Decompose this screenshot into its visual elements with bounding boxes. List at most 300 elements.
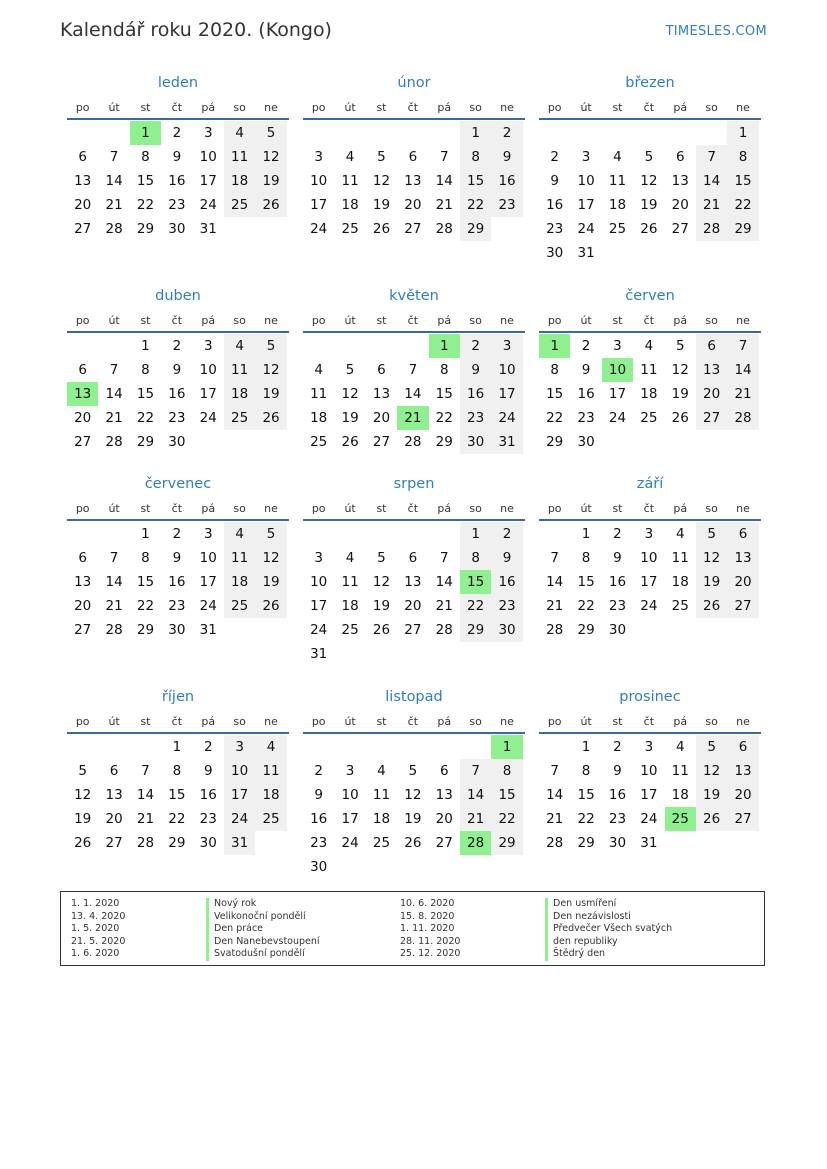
day-cell: 2	[172, 338, 182, 354]
day-cell: 10	[640, 763, 658, 779]
empty-cell	[98, 735, 129, 759]
legend-holiday-name: Svatodušní pondělí	[206, 948, 320, 961]
day-cell: 15	[577, 574, 595, 590]
day-cell: 1	[581, 739, 591, 755]
day-cell: 24	[640, 811, 658, 827]
day-cell: 25	[671, 598, 689, 614]
day-cell: 8	[141, 362, 150, 378]
day-cell: 3	[314, 550, 323, 566]
day-cell: 14	[435, 173, 453, 189]
day-cell: 17	[640, 787, 658, 803]
day-cell: 20	[404, 598, 422, 614]
day-cell: 5	[255, 522, 286, 546]
day-cell: 20	[671, 197, 689, 213]
day-cell: 7	[439, 149, 449, 165]
month-name: leden	[157, 75, 199, 91]
weekday-label: po	[75, 314, 90, 327]
day-cell: 18	[671, 574, 689, 590]
empty-cell	[366, 735, 397, 759]
month-4	[67, 285, 289, 454]
day-cell: 29	[577, 622, 595, 638]
weekday-label: so	[469, 715, 482, 728]
day-cell: 12	[404, 787, 422, 803]
day-cell: 24	[491, 406, 522, 430]
day-cell: 20	[74, 598, 92, 614]
header-rule	[303, 331, 525, 333]
weekday-label: st	[376, 314, 387, 327]
day-cell: 12	[255, 546, 286, 570]
day-cell: 7	[141, 763, 150, 779]
day-cell: 25	[310, 434, 328, 450]
day-cell: 25	[224, 193, 255, 217]
day-cell: 8	[141, 550, 150, 566]
weekday-label: so	[469, 314, 482, 327]
weekday-label: ne	[736, 314, 750, 327]
day-cell: 10	[341, 787, 359, 803]
day-cell: 19	[696, 783, 727, 807]
day-cell: 2	[314, 763, 323, 779]
month-name: prosinec	[619, 689, 681, 705]
header-rule	[539, 732, 761, 734]
day-cell: 10	[640, 550, 658, 566]
day-cell: 28	[404, 434, 422, 450]
day-cell: 11	[372, 787, 391, 803]
weekday-label: út	[108, 715, 120, 728]
day-grid	[539, 121, 761, 265]
month-12	[539, 686, 761, 855]
day-cell: 20	[727, 570, 758, 594]
day-cell: 5	[255, 334, 286, 358]
weekday-label: so	[233, 314, 246, 327]
day-cell: 9	[172, 362, 182, 378]
day-cell: 23	[168, 598, 186, 614]
day-cell: 28	[435, 622, 453, 638]
day-cell: 8	[581, 550, 591, 566]
empty-cell	[334, 121, 365, 145]
day-cell: 26	[696, 807, 727, 831]
day-cell: 11	[671, 550, 689, 566]
day-cell: 5	[377, 149, 386, 165]
day-cell: 14	[546, 787, 564, 803]
day-cell: 21	[546, 811, 564, 827]
weekday-label: st	[612, 314, 623, 327]
empty-cell	[570, 121, 601, 145]
day-cell: 2	[613, 526, 622, 542]
day-cell: 6	[727, 522, 758, 546]
day-cell: 27	[105, 835, 123, 851]
header-rule	[539, 331, 761, 333]
empty-cell	[539, 121, 570, 145]
day-cell: 2	[550, 149, 559, 165]
day-cell: 11	[341, 574, 359, 590]
day-cell: 1	[581, 526, 591, 542]
header-rule	[303, 732, 525, 734]
weekday-label: st	[612, 101, 623, 114]
holiday-day-cell: 13	[67, 382, 98, 406]
empty-cell	[665, 121, 696, 145]
day-cell: 5	[345, 362, 355, 378]
day-cell: 3	[491, 334, 522, 358]
day-cell: 23	[608, 598, 627, 614]
day-cell: 14	[727, 358, 758, 382]
brand-link[interactable]: TIMESLES.COM	[665, 24, 767, 39]
weekday-label: po	[75, 502, 90, 515]
day-cell: 22	[491, 807, 522, 831]
day-cell: 3	[644, 526, 654, 542]
day-cell: 5	[377, 550, 386, 566]
day-cell: 14	[105, 574, 123, 590]
day-cell: 17	[199, 173, 217, 189]
day-cell: 28	[105, 434, 123, 450]
day-cell: 25	[341, 622, 359, 638]
holiday-day-cell: 1	[429, 334, 460, 358]
day-grid	[539, 334, 761, 454]
day-cell: 25	[372, 835, 391, 851]
day-cell: 4	[675, 526, 685, 542]
day-cell: 26	[372, 221, 391, 237]
day-cell: 23	[168, 197, 186, 213]
weekday-label: pá	[673, 101, 688, 114]
weekday-label: út	[344, 314, 356, 327]
month-8	[303, 473, 525, 666]
legend-holiday-name: den republiky	[545, 936, 672, 949]
day-cell: 30	[460, 430, 491, 454]
month-name: srpen	[393, 476, 435, 492]
day-grid	[67, 735, 289, 855]
day-grid	[539, 522, 761, 642]
weekday-label: čt	[407, 715, 419, 728]
day-cell: 24	[310, 221, 328, 237]
day-cell: 26	[255, 594, 286, 618]
day-cell: 17	[608, 386, 627, 402]
day-cell: 20	[372, 410, 391, 426]
day-cell: 5	[408, 763, 418, 779]
day-cell: 4	[255, 735, 286, 759]
legend-date: 21. 5. 2020	[71, 935, 126, 947]
day-cell: 7	[696, 145, 727, 169]
empty-cell	[67, 522, 98, 546]
weekday-label: so	[233, 101, 246, 114]
legend-date: 1. 1. 2020	[71, 898, 120, 909]
day-cell: 17	[310, 598, 328, 614]
day-cell: 15	[577, 787, 595, 803]
header-rule	[67, 732, 289, 734]
weekday-header	[539, 712, 761, 732]
month-2	[303, 72, 525, 241]
day-cell: 15	[491, 783, 522, 807]
day-cell: 16	[168, 173, 186, 189]
day-cell: 16	[310, 811, 328, 827]
day-cell: 9	[613, 763, 622, 779]
empty-cell	[429, 735, 460, 759]
day-cell: 18	[224, 169, 255, 193]
day-cell: 30	[199, 835, 217, 851]
day-cell: 13	[105, 787, 123, 803]
day-cell: 28	[105, 221, 123, 237]
empty-cell	[429, 522, 460, 546]
day-cell: 26	[696, 594, 727, 618]
day-cell: 22	[460, 594, 491, 618]
day-cell: 24	[199, 410, 217, 426]
day-grid	[67, 334, 289, 454]
day-cell: 7	[550, 550, 559, 566]
weekday-label: po	[311, 314, 326, 327]
day-cell: 4	[345, 149, 355, 165]
day-cell: 11	[608, 173, 627, 189]
day-cell: 7	[408, 362, 418, 378]
weekday-label: pá	[201, 101, 216, 114]
day-cell: 8	[460, 145, 491, 169]
weekday-label: so	[705, 715, 718, 728]
empty-cell	[130, 735, 161, 759]
month-11	[303, 686, 525, 879]
day-cell: 4	[224, 334, 255, 358]
weekday-label: so	[705, 314, 718, 327]
day-cell: 30	[608, 622, 627, 638]
day-cell: 3	[613, 338, 622, 354]
day-cell: 5	[78, 763, 87, 779]
day-cell: 9	[203, 763, 213, 779]
weekday-label: po	[547, 101, 562, 114]
weekday-label: út	[344, 502, 356, 515]
day-cell: 16	[199, 787, 217, 803]
weekday-header	[303, 98, 525, 118]
day-cell: 27	[74, 434, 92, 450]
day-cell: 23	[199, 811, 217, 827]
day-grid	[539, 735, 761, 855]
day-cell: 6	[727, 735, 758, 759]
weekday-label: ne	[736, 101, 750, 114]
day-cell: 13	[727, 546, 758, 570]
day-cell: 8	[550, 362, 559, 378]
weekday-label: pá	[437, 715, 452, 728]
weekday-label: ne	[264, 502, 278, 515]
header-rule	[67, 118, 289, 120]
legend-date: 13. 4. 2020	[71, 910, 126, 922]
day-cell: 6	[78, 550, 87, 566]
day-cell: 19	[671, 386, 689, 402]
day-cell: 26	[341, 434, 359, 450]
day-cell: 29	[491, 831, 522, 855]
day-cell: 9	[581, 362, 591, 378]
month-name: duben	[155, 288, 201, 304]
day-cell: 22	[136, 598, 155, 614]
day-cell: 28	[105, 622, 123, 638]
day-cell: 20	[74, 410, 92, 426]
empty-cell	[397, 522, 428, 546]
day-cell: 22	[460, 193, 491, 217]
day-cell: 22	[546, 410, 564, 426]
empty-cell	[334, 735, 365, 759]
weekday-label: pá	[437, 502, 452, 515]
day-cell: 9	[491, 145, 522, 169]
day-cell: 10	[491, 358, 522, 382]
weekday-label: ne	[500, 715, 514, 728]
day-cell: 16	[491, 169, 522, 193]
legend-date: 1. 11. 2020	[400, 923, 455, 934]
day-cell: 2	[460, 334, 491, 358]
weekday-label: so	[233, 502, 246, 515]
day-cell: 30	[168, 434, 186, 450]
legend-holiday-name: Velikonoční pondělí	[206, 911, 320, 924]
day-grid	[303, 522, 525, 666]
holiday-day-cell: 1	[539, 334, 570, 358]
day-cell: 31	[577, 245, 595, 261]
weekday-label: čt	[407, 101, 419, 114]
legend-date: 10. 6. 2020	[400, 898, 455, 909]
empty-cell	[366, 334, 397, 358]
month-1	[67, 72, 289, 241]
weekday-header	[539, 311, 761, 331]
day-cell: 8	[141, 149, 150, 165]
day-cell: 10	[224, 759, 255, 783]
month-name: květen	[389, 288, 439, 304]
day-cell: 24	[199, 598, 217, 614]
holiday-day-cell: 15	[460, 570, 491, 594]
legend-names-left	[206, 898, 320, 961]
day-cell: 27	[696, 406, 727, 430]
day-cell: 3	[581, 149, 591, 165]
day-cell: 3	[203, 526, 213, 542]
weekday-label: so	[469, 101, 482, 114]
day-cell: 25	[224, 406, 255, 430]
weekday-label: čt	[171, 502, 183, 515]
month-9	[539, 473, 761, 642]
day-cell: 18	[310, 410, 328, 426]
day-cell: 2	[172, 125, 182, 141]
day-cell: 13	[404, 574, 422, 590]
day-cell: 31	[224, 831, 255, 855]
day-cell: 2	[491, 522, 522, 546]
day-cell: 24	[199, 197, 217, 213]
day-cell: 8	[460, 546, 491, 570]
day-cell: 4	[224, 121, 255, 145]
day-cell: 12	[341, 386, 359, 402]
day-cell: 14	[696, 169, 727, 193]
day-cell: 5	[696, 735, 727, 759]
legend-date: 28. 11. 2020	[400, 935, 461, 947]
holiday-day-cell: 28	[460, 831, 491, 855]
legend-holiday-name: Den usmíření	[545, 898, 672, 911]
day-cell: 21	[435, 197, 453, 213]
day-cell: 6	[408, 550, 418, 566]
weekday-label: ne	[500, 502, 514, 515]
day-cell: 9	[550, 173, 559, 189]
day-cell: 29	[727, 217, 758, 241]
empty-cell	[696, 121, 727, 145]
day-cell: 23	[577, 410, 595, 426]
day-cell: 4	[224, 522, 255, 546]
day-cell: 31	[310, 646, 328, 662]
day-cell: 6	[408, 149, 418, 165]
day-cell: 20	[435, 811, 453, 827]
day-cell: 15	[460, 169, 491, 193]
day-cell: 25	[640, 410, 658, 426]
empty-cell	[98, 334, 129, 358]
day-cell: 31	[640, 835, 658, 851]
day-cell: 18	[341, 197, 359, 213]
day-cell: 24	[341, 835, 359, 851]
day-cell: 6	[377, 362, 386, 378]
weekday-label: ne	[264, 314, 278, 327]
day-cell: 9	[172, 550, 182, 566]
day-cell: 13	[74, 574, 92, 590]
day-cell: 6	[675, 149, 685, 165]
day-cell: 15	[136, 386, 155, 402]
weekday-label: út	[344, 101, 356, 114]
header-rule	[67, 331, 289, 333]
day-cell: 10	[199, 362, 217, 378]
day-cell: 23	[460, 406, 491, 430]
header-rule	[303, 519, 525, 521]
day-cell: 31	[199, 221, 217, 237]
weekday-label: st	[612, 715, 623, 728]
day-cell: 29	[136, 434, 155, 450]
day-cell: 13	[696, 358, 727, 382]
day-cell: 28	[136, 835, 155, 851]
day-cell: 19	[255, 570, 286, 594]
header-rule	[539, 519, 761, 521]
day-cell: 16	[608, 787, 627, 803]
day-cell: 5	[644, 149, 654, 165]
weekday-label: út	[580, 502, 592, 515]
day-cell: 17	[491, 382, 522, 406]
day-cell: 4	[345, 550, 355, 566]
day-cell: 1	[141, 526, 150, 542]
month-5	[303, 285, 525, 454]
day-cell: 27	[372, 434, 391, 450]
empty-cell	[67, 334, 98, 358]
header-rule	[67, 519, 289, 521]
weekday-label: st	[612, 502, 623, 515]
weekday-header	[303, 311, 525, 331]
day-cell: 10	[199, 149, 217, 165]
day-cell: 15	[168, 787, 186, 803]
day-cell: 22	[577, 598, 595, 614]
day-cell: 24	[310, 622, 328, 638]
day-cell: 8	[491, 759, 522, 783]
day-cell: 8	[727, 145, 758, 169]
weekday-label: st	[376, 502, 387, 515]
month-name: červen	[625, 288, 675, 304]
day-cell: 4	[675, 739, 685, 755]
day-grid	[67, 121, 289, 241]
page-title: Kalendář roku 2020. (Kongo)	[60, 19, 332, 41]
day-cell: 9	[491, 546, 522, 570]
day-cell: 15	[136, 173, 155, 189]
weekday-label: út	[580, 715, 592, 728]
day-cell: 9	[460, 358, 491, 382]
day-cell: 30	[577, 434, 595, 450]
day-cell: 2	[172, 526, 182, 542]
legend-dates-right	[400, 898, 460, 961]
day-cell: 19	[372, 598, 391, 614]
day-cell: 13	[671, 173, 689, 189]
empty-cell	[460, 735, 491, 759]
weekday-label: po	[547, 314, 562, 327]
header-rule	[303, 118, 525, 120]
day-cell: 14	[136, 787, 155, 803]
day-cell: 15	[435, 386, 453, 402]
day-cell: 11	[224, 145, 255, 169]
day-cell: 11	[640, 362, 658, 378]
day-cell: 16	[577, 386, 595, 402]
legend-holiday-name: Štědrý den	[545, 948, 672, 961]
weekday-label: st	[140, 314, 151, 327]
day-cell: 12	[372, 173, 391, 189]
day-cell: 4	[613, 149, 622, 165]
day-cell: 29	[577, 835, 595, 851]
